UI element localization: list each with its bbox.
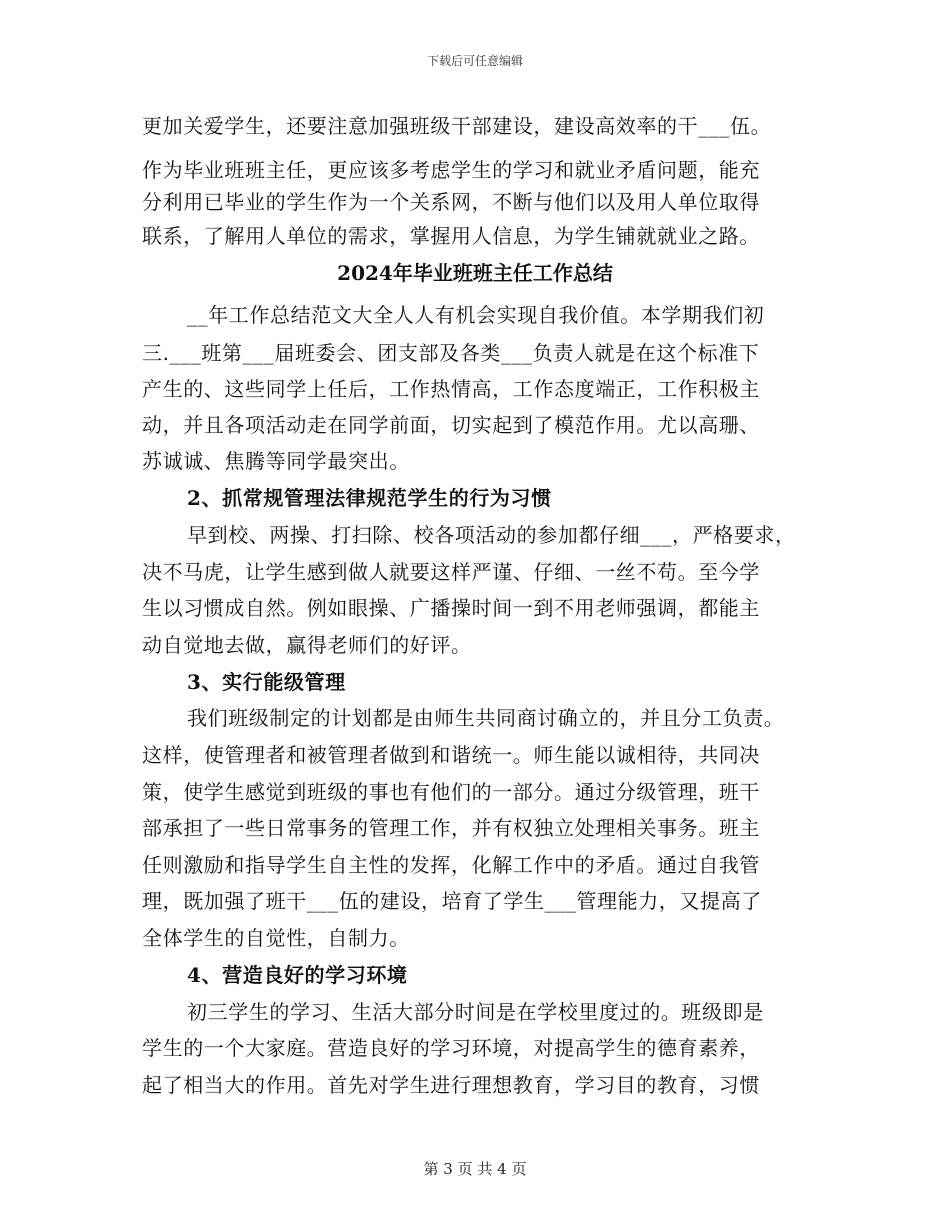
page-header: 下载后可任意编辑 bbox=[426, 54, 523, 68]
body-line: 分利用已毕业的学生作为一个关系网，不断与他们以及用人单位取得 bbox=[142, 190, 760, 214]
body-line: 部承担了一些日常事务的管理工作，并有权独立处理相关事务。班主 bbox=[142, 816, 760, 840]
body-line: 决不马虎，让学生感到做人就要这样严谨、仔细、一丝不苟。至今学 bbox=[142, 560, 760, 584]
body-line: 更加关爱学生，还要注意加强班级干部建设，建设高效率的干___伍。 bbox=[142, 114, 772, 138]
body-line: 策，使学生感觉到班级的事也有他们的一部分。通过分级管理，班干 bbox=[142, 780, 760, 804]
body-line: 我们班级制定的计划都是由师生共同商讨确立的，并且分工负责。 bbox=[187, 706, 785, 730]
body-line: 苏诚诚、焦腾等同学最突出。 bbox=[142, 449, 410, 473]
section-title: 2024年毕业班班主任工作总结 bbox=[337, 261, 613, 285]
page-footer: 第 3 页 共 4 页 bbox=[423, 1160, 527, 1178]
subheading: 3、实行能级管理 bbox=[187, 670, 346, 694]
body-line: 早到校、两操、打扫除、校各项活动的参加都仔细___，严格要求， bbox=[187, 523, 796, 547]
body-line: 理，既加强了班干___伍的建设，培育了学生___管理能力，又提高了 bbox=[142, 889, 762, 913]
body-line: 这样，使管理者和被管理者做到和谐统一。师生能以诚相待，共同决 bbox=[142, 743, 760, 767]
body-line: 学生的一个大家庭。营造良好的学习环境，对提高学生的德育素养， bbox=[142, 1036, 760, 1060]
body-line: 三.___班第___届班委会、团支部及各类___负责人就是在这个标准下 bbox=[142, 341, 760, 365]
body-line: 动自觉地去做，赢得老师们的好评。 bbox=[142, 633, 472, 657]
body-line: 动，并且各项活动走在同学前面，切实起到了模范作用。尤以高珊、 bbox=[142, 413, 760, 437]
body-line: 联系，了解用人单位的需求，掌握用人信息，为学生铺就就业之路。 bbox=[142, 224, 760, 248]
subheading: 2、抓常规管理法律规范学生的行为习惯 bbox=[187, 486, 552, 510]
body-line: 产生的、这些同学上任后，工作热情高，工作态度端正，工作积极主 bbox=[142, 377, 760, 401]
body-line: 全体学生的自觉性，自制力。 bbox=[142, 926, 410, 950]
body-line: __年工作总结范文大全人人有机会实现自我价值。本学期我们初 bbox=[187, 303, 765, 327]
body-line: 起了相当大的作用。首先对学生进行理想教育，学习目的教育，习惯 bbox=[142, 1073, 760, 1097]
body-line: 初三学生的学习、生活大部分时间是在学校里度过的。班级即是 bbox=[187, 1000, 764, 1024]
subheading: 4、营造良好的学习环境 bbox=[187, 963, 408, 987]
body-line: 生以习惯成自然。例如眼操、广播操时间一到不用老师强调，都能主 bbox=[142, 596, 760, 620]
body-line: 任则激励和指导学生自主性的发挥，化解工作中的矛盾。通过自我管 bbox=[142, 853, 760, 877]
body-line: 作为毕业班班主任，更应该多考虑学生的学习和就业矛盾问题，能充 bbox=[142, 158, 760, 182]
